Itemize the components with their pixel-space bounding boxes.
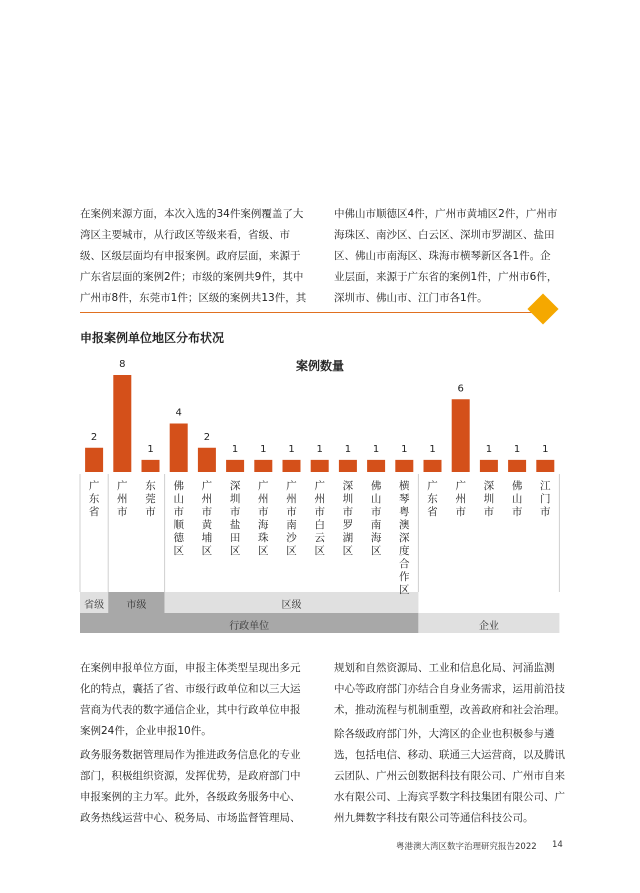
text-line: 州九舞数字科技有限公司等通信科技公司。 (334, 812, 534, 824)
chart-bar (198, 448, 216, 472)
category-label: 广东省 (427, 480, 438, 518)
data-label: 8 (119, 359, 126, 370)
chart-bar (339, 460, 357, 472)
category-label: 江门市 (540, 480, 551, 518)
chart-bar (395, 460, 413, 472)
chart-bar (536, 460, 554, 472)
category-label: 深圳市 (483, 480, 495, 518)
category-label: 广州市白云区 (314, 480, 325, 557)
text-line: 营商为代表的数字通信企业，其中行政单位申报 (80, 704, 301, 716)
category-label: 深圳市罗湖区 (342, 480, 354, 557)
chart-bar (113, 375, 131, 472)
chart-bar (170, 424, 188, 473)
category-label: 佛山市南海区 (370, 480, 382, 557)
chart-title: 案例数量 (295, 359, 344, 373)
text-line: 部门，积极组织资源，发挥优势，是政府部门中 (80, 770, 301, 782)
text-line: 案例24件，企业申报10件。 (80, 725, 212, 737)
data-label: 2 (90, 431, 98, 443)
chart-bar (283, 460, 301, 472)
text-line: 中佛山市顺德区4件，广州市黄埔区2件，广州市 (334, 208, 558, 220)
text-line: 申报案例的主力军。此外，各级政务服务中心、 (80, 791, 301, 803)
category-label: 东莞市 (145, 480, 156, 518)
text-line: 在案例申报单位方面，申报主体类型呈现出多元 (80, 662, 301, 674)
level-group-label: 区级 (281, 600, 302, 611)
footer-report-title: 粤港澳大湾区数字治理研究报告2022 (396, 842, 537, 852)
text-line: 除各级政府部门外，大湾区的企业也积极参与遴 (334, 728, 555, 740)
text-line: 术，推动流程与机制重塑，改善政府和社会治理。 (334, 704, 565, 716)
text-line: 级、区级层面均有申报案例。政府层面，来源于 (80, 250, 301, 262)
text-line: 政务热线运营中心、税务局、市场监督管理局、 (80, 812, 301, 824)
text-line: 广东省层面的案例2件；市级的案例共9件，其中 (80, 271, 304, 283)
data-label: 1 (147, 443, 154, 455)
data-label: 2 (203, 431, 211, 443)
category-label: 广州市海珠区 (258, 480, 269, 557)
text-line: 区、佛山市南海区、珠海市横琴新区各1件。企 (334, 250, 551, 262)
footer-page-number: 14 (552, 840, 563, 850)
text-line: 海珠区、南沙区、白云区、深圳市罗湖区、盐田 (334, 229, 555, 241)
paragraph-bottom-right-1 (334, 658, 565, 721)
data-label: 1 (231, 443, 239, 455)
text-line: 业层面，来源于广东省的案例1件，广州市6件， (334, 271, 558, 283)
paragraph-bottom-left-2 (80, 745, 306, 829)
data-label: 1 (316, 443, 323, 455)
data-label: 6 (457, 383, 464, 395)
data-label: 1 (344, 443, 352, 455)
paragraph-bottom-left-1 (80, 658, 306, 742)
data-label: 4 (175, 407, 182, 419)
level-group-label: 省级 (84, 600, 105, 611)
chart-bar (452, 399, 470, 472)
data-label: 1 (260, 443, 267, 455)
category-label: 广东省 (88, 480, 100, 518)
unit-group-label: 行政单位 (229, 621, 270, 632)
data-label: 1 (513, 443, 521, 455)
text-line: 在案例来源方面，本次入选的34件案例覆盖了大 (80, 208, 304, 220)
text-line: 中心等政府部门亦结合自身业务需求，运用前沿技 (334, 683, 565, 695)
level-group-label: 市级 (126, 600, 147, 611)
chart-bar (311, 460, 329, 472)
chart-bar (508, 460, 526, 472)
category-label: 广州市 (455, 480, 466, 518)
data-label: 1 (372, 443, 380, 455)
section-title: 申报案例单位地区分布状况 (80, 331, 225, 345)
chart-bar (142, 460, 160, 472)
text-line: 选，包括电信、移动、联通三大运营商，以及腾讯 (334, 749, 565, 761)
category-label: 横琴粤澳深度合作区 (399, 480, 410, 596)
text-line: 广州市8件，东莞市1件；区级的案例共13件，其 (80, 292, 307, 304)
category-label: 佛山市 (511, 480, 523, 518)
category-label: 广州市黄埔区 (201, 480, 213, 557)
text-line: 湾区主要城市，从行政区等级来看，省级、市 (80, 229, 290, 241)
chart-bar (85, 448, 103, 472)
chart-bar (367, 460, 385, 472)
data-label: 1 (288, 443, 295, 455)
data-label: 1 (542, 443, 549, 455)
text-line: 化的特点，囊括了省、市级行政单位和以三大运 (80, 683, 301, 695)
text-line: 政务服务数据管理局作为推进政务信息化的专业 (80, 749, 301, 761)
chart-bar (480, 460, 498, 472)
data-label: 1 (429, 443, 436, 455)
category-label: 深圳市盐田区 (229, 480, 241, 557)
category-label: 广州市南沙区 (286, 480, 297, 557)
data-label: 1 (401, 443, 408, 455)
text-line: 规划和自然资源局、工业和信息化局、河涌监测 (334, 662, 555, 674)
data-label: 1 (485, 443, 493, 455)
text-line: 深圳市、佛山市、江门市各1件。 (334, 292, 488, 304)
chart-bar (424, 460, 442, 472)
text-line: 水有限公司、上海宾孚数字科技集团有限公司、广 (334, 791, 565, 803)
category-label: 佛山市顺德区 (173, 480, 184, 557)
chart-bar (226, 460, 244, 472)
unit-group-label: 企业 (478, 621, 499, 632)
paragraph-bottom-right-2 (334, 724, 565, 829)
category-label: 广州市 (117, 480, 128, 518)
chart-bar (254, 460, 272, 472)
text-line: 云团队、广州云创数据科技有限公司、广州市自来 (334, 770, 565, 782)
